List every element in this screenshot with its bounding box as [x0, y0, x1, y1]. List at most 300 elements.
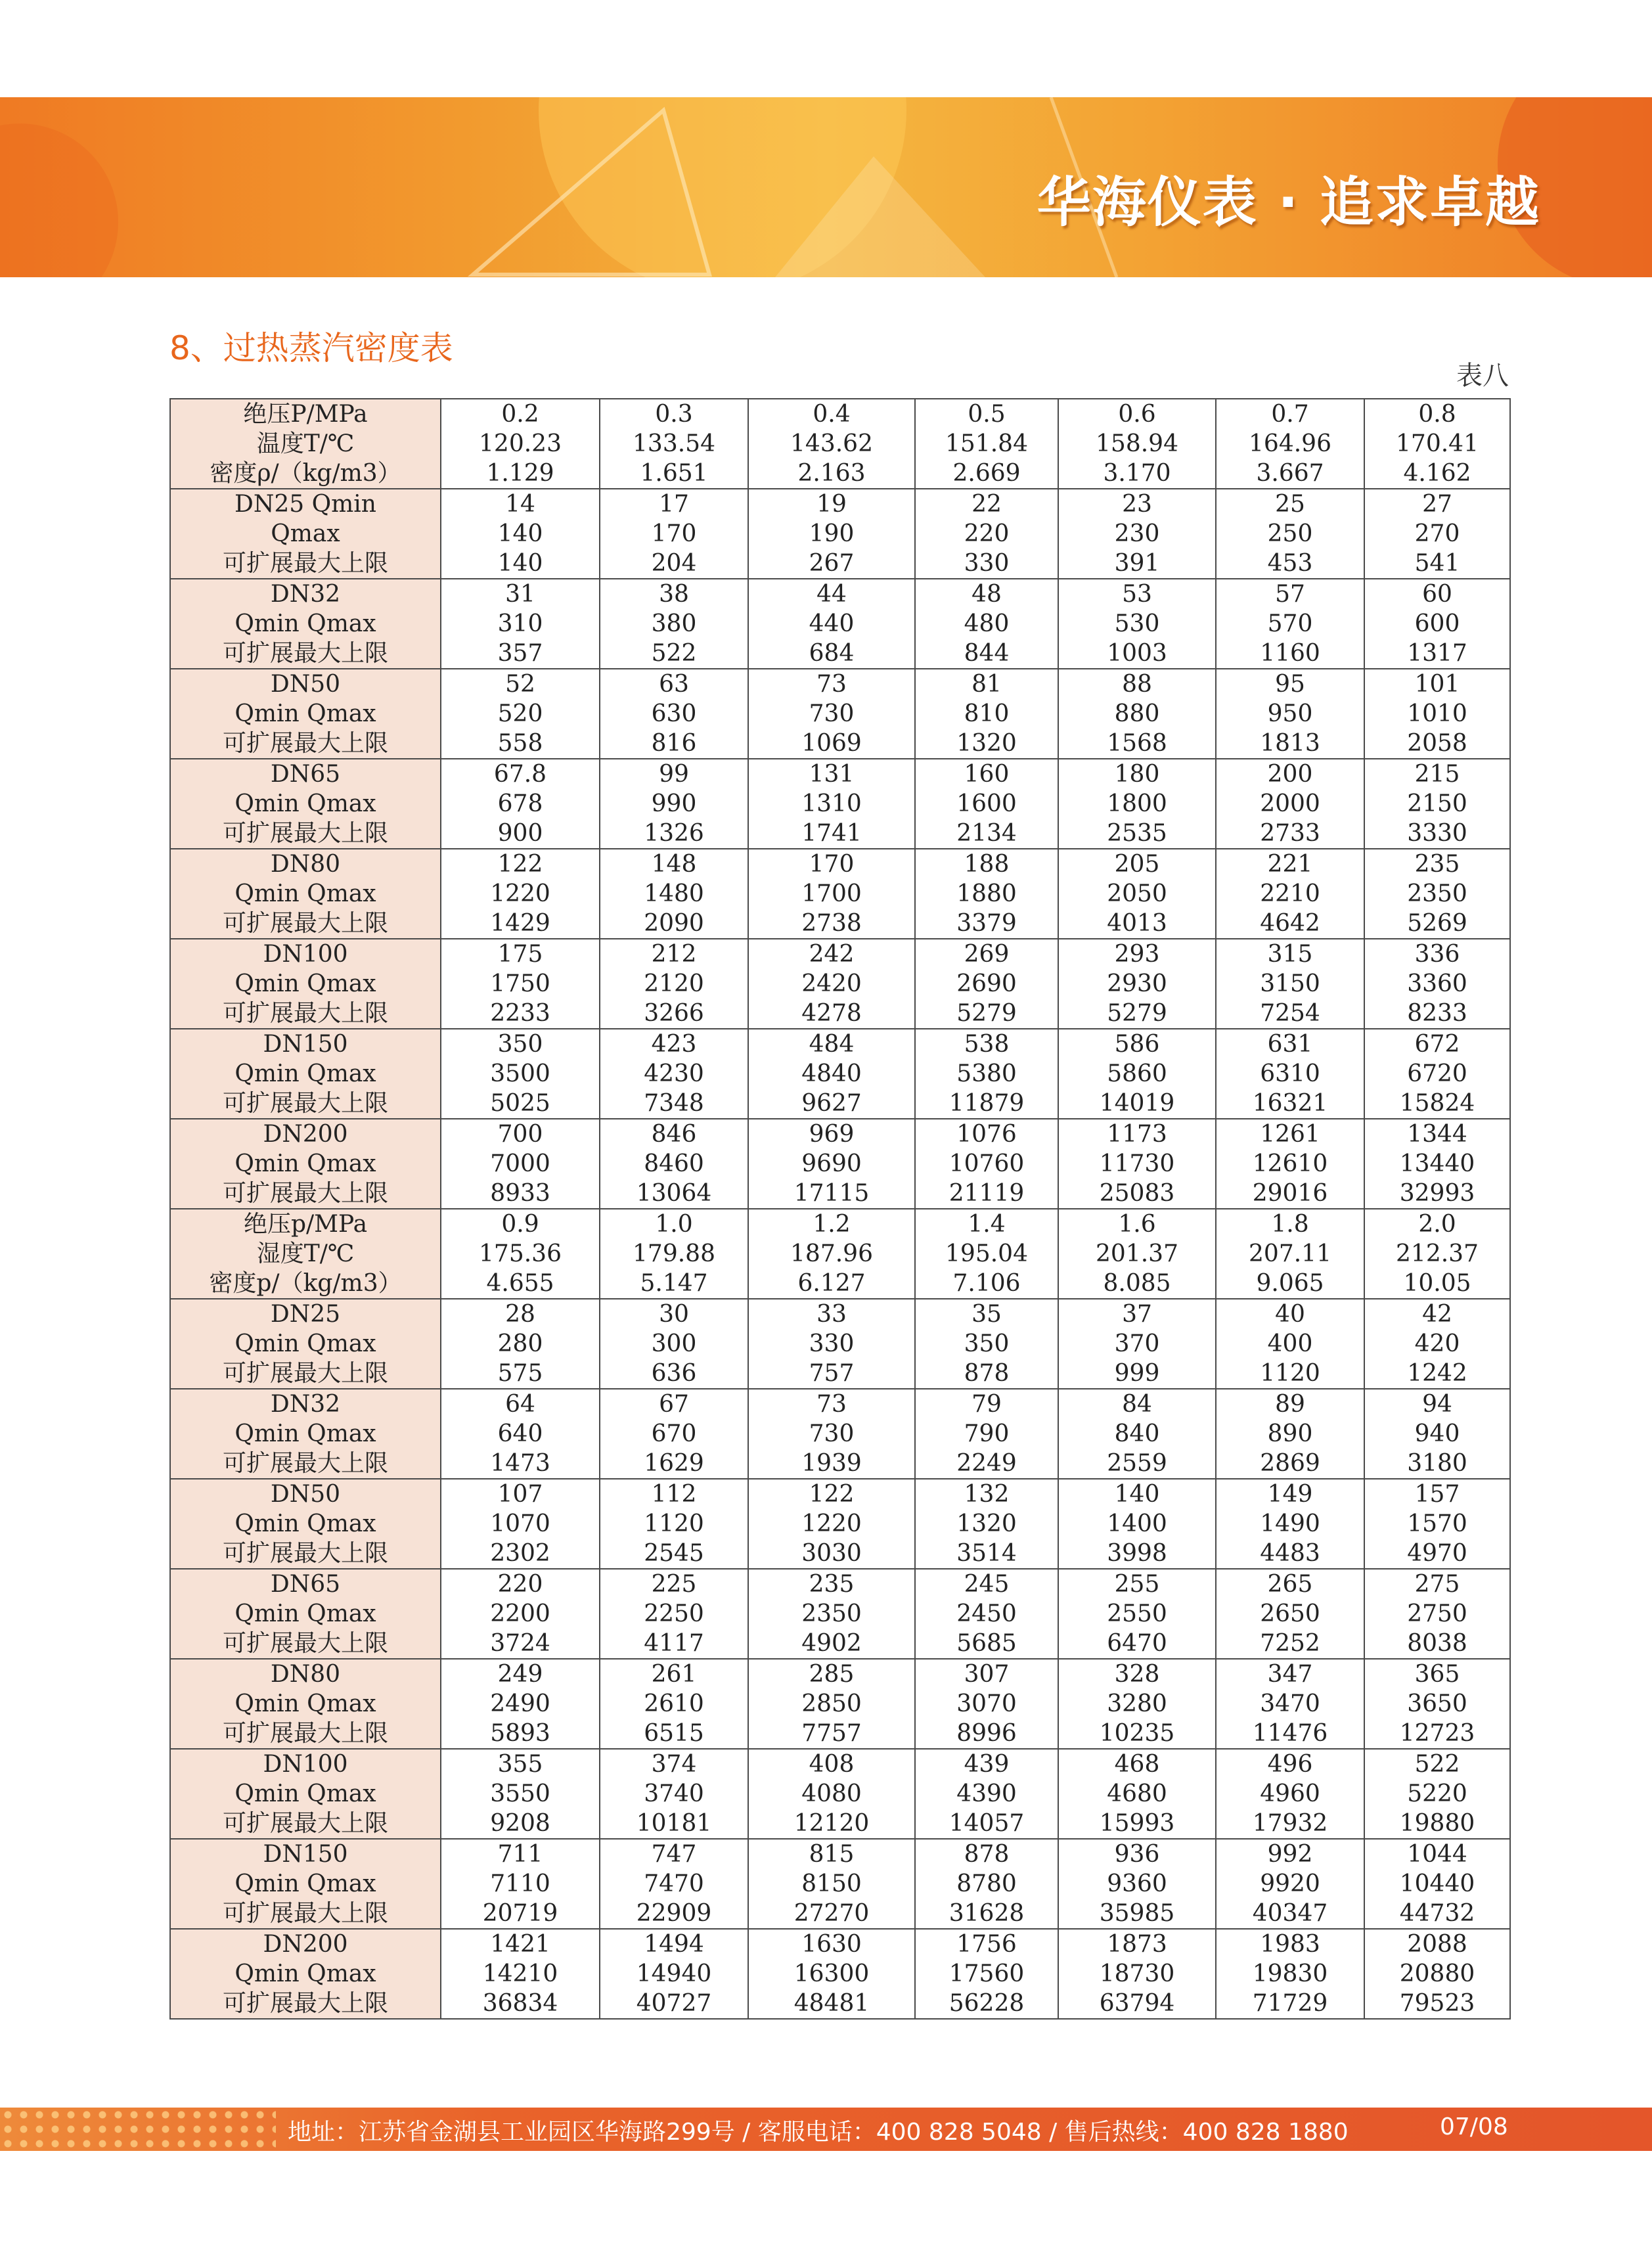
- cell-line: 522: [1414, 1751, 1460, 1778]
- cell-line: 4642: [1260, 910, 1320, 937]
- table-cell: [1216, 579, 1364, 669]
- table-cell: [748, 759, 915, 849]
- row-label-cell: [170, 1569, 441, 1659]
- cell-line: 10181: [636, 1810, 712, 1837]
- cell-line: 2000: [1260, 790, 1320, 817]
- cell-line: 16300: [793, 1960, 870, 1987]
- table-cell: [915, 489, 1058, 579]
- cell-line: 4390: [956, 1780, 1017, 1807]
- cell-line: 1010: [1407, 700, 1467, 727]
- cell-line: 1320: [956, 1510, 1017, 1537]
- table-cell: [441, 1029, 600, 1119]
- table-cell: [915, 579, 1058, 669]
- table-cell: [441, 1839, 600, 1929]
- cell-line: 1.2: [813, 1211, 851, 1238]
- cell-line: 408: [809, 1751, 855, 1778]
- cell-line: 14019: [1099, 1090, 1175, 1117]
- cell-line: DN50: [270, 1481, 341, 1508]
- cell-line: 19880: [1399, 1810, 1475, 1837]
- cell-line: DN150: [263, 1841, 348, 1868]
- table-cell: [441, 489, 600, 579]
- cell-line: 1629: [644, 1450, 704, 1477]
- table-cell: [600, 1479, 748, 1569]
- table-cell: [915, 1209, 1058, 1299]
- table-row: [170, 1929, 1510, 2019]
- table-cell: [1058, 1749, 1216, 1839]
- cell-line: 4013: [1107, 910, 1167, 937]
- cell-line: 170: [809, 851, 855, 878]
- cell-line: 280: [497, 1330, 543, 1357]
- cell-line: 600: [1414, 610, 1460, 637]
- cell-line: 380: [651, 610, 697, 637]
- cell-line: 1429: [490, 910, 550, 937]
- cell-line: 11476: [1252, 1720, 1328, 1747]
- cell-line: 357: [497, 640, 543, 667]
- table-cell: [1364, 579, 1510, 669]
- cell-line: 可扩展最大上限: [222, 730, 388, 757]
- cell-line: 18730: [1099, 1960, 1175, 1987]
- cell-line: Qmin Qmax: [234, 1330, 376, 1357]
- cell-line: 27270: [793, 1900, 870, 1927]
- cell-line: 36834: [482, 1990, 558, 2017]
- cell-line: 3500: [490, 1060, 550, 1087]
- table-cell: [441, 1479, 600, 1569]
- cell-line: 2650: [1260, 1600, 1320, 1627]
- table-cell: [1058, 489, 1216, 579]
- row-label-cell: [170, 849, 441, 939]
- cell-line: 8780: [956, 1870, 1017, 1897]
- cell-line: 12120: [793, 1810, 870, 1837]
- cell-line: 42: [1422, 1301, 1452, 1328]
- cell-line: 28: [505, 1301, 535, 1328]
- table-cell: [1364, 759, 1510, 849]
- table-cell: [1364, 1839, 1510, 1929]
- cell-line: 269: [964, 941, 1010, 968]
- cell-line: 242: [809, 941, 855, 968]
- cell-line: 3514: [956, 1540, 1017, 1567]
- cell-line: Qmin Qmax: [234, 880, 376, 907]
- cell-line: 7252: [1260, 1630, 1320, 1657]
- cell-line: 10760: [949, 1150, 1025, 1177]
- row-label-cell: [170, 1479, 441, 1569]
- cell-line: 7254: [1260, 1000, 1320, 1027]
- cell-line: 245: [964, 1571, 1010, 1598]
- cell-line: 175: [497, 941, 543, 968]
- cell-line: 2869: [1260, 1450, 1320, 1477]
- cell-line: 936: [1114, 1841, 1160, 1868]
- cell-line: 220: [964, 520, 1010, 547]
- cell-line: 522: [651, 640, 697, 667]
- cell-line: 370: [1114, 1330, 1160, 1357]
- cell-line: DN32: [270, 1391, 341, 1418]
- cell-line: 可扩展最大上限: [222, 1450, 388, 1477]
- cell-line: DN150: [263, 1031, 348, 1058]
- cell-line: 9.065: [1256, 1270, 1324, 1297]
- cell-line: 878: [964, 1360, 1010, 1387]
- table-cell: [1058, 1389, 1216, 1479]
- table-row: [170, 1569, 1510, 1659]
- cell-line: 可扩展最大上限: [222, 1360, 388, 1387]
- cell-line: 2200: [490, 1600, 550, 1627]
- cell-line: 3379: [956, 910, 1017, 937]
- row-label-cell: [170, 1749, 441, 1839]
- cell-line: 790: [964, 1420, 1010, 1447]
- cell-line: 541: [1414, 550, 1460, 577]
- cell-line: 575: [497, 1360, 543, 1387]
- cell-line: 195.04: [945, 1240, 1028, 1267]
- cell-line: 1983: [1260, 1931, 1320, 1958]
- cell-line: 747: [651, 1841, 697, 1868]
- cell-line: 2.163: [797, 460, 866, 487]
- cell-line: 1570: [1407, 1510, 1467, 1537]
- cell-line: 67.8: [493, 761, 547, 788]
- cell-line: 5269: [1407, 910, 1467, 937]
- table-cell: [1058, 399, 1216, 489]
- cell-line: 60: [1422, 581, 1452, 608]
- cell-line: 2559: [1107, 1450, 1167, 1477]
- cell-line: 9360: [1107, 1870, 1167, 1897]
- cell-line: 绝压P/MPa: [243, 401, 368, 428]
- table-cell: [441, 1659, 600, 1749]
- table-cell: [748, 849, 915, 939]
- cell-line: 1873: [1107, 1931, 1167, 1958]
- cell-line: 22909: [636, 1900, 712, 1927]
- table-cell: [1364, 1389, 1510, 1479]
- cell-line: 1320: [956, 730, 1017, 757]
- table-cell: [748, 1479, 915, 1569]
- cell-line: 538: [964, 1031, 1010, 1058]
- table-cell: [1364, 399, 1510, 489]
- cell-line: 3998: [1107, 1540, 1167, 1567]
- cell-line: 38: [659, 581, 689, 608]
- table-cell: [748, 939, 915, 1029]
- cell-line: 5380: [956, 1060, 1017, 1087]
- cell-line: 440: [809, 610, 855, 637]
- cell-line: 1044: [1407, 1841, 1467, 1868]
- cell-line: 0.6: [1118, 401, 1156, 428]
- cell-line: 3360: [1407, 970, 1467, 997]
- cell-line: 101: [1414, 671, 1460, 698]
- table-cell: [1058, 579, 1216, 669]
- cell-line: 1600: [956, 790, 1017, 817]
- cell-line: Qmin Qmax: [234, 700, 376, 727]
- cell-line: 73: [816, 671, 847, 698]
- cell-line: 151.84: [945, 430, 1028, 457]
- cell-line: 3070: [956, 1690, 1017, 1717]
- cell-line: 1473: [490, 1450, 550, 1477]
- cell-line: 1344: [1407, 1121, 1467, 1148]
- table-cell: [441, 579, 600, 669]
- cell-line: 757: [809, 1360, 855, 1387]
- table-cell: [915, 1839, 1058, 1929]
- cell-line: 640: [497, 1420, 543, 1447]
- cell-line: 2088: [1407, 1931, 1467, 1958]
- table-cell: [915, 1929, 1058, 2019]
- cell-line: 0.2: [501, 401, 539, 428]
- cell-line: 8933: [490, 1180, 550, 1207]
- cell-line: 22: [971, 491, 1002, 518]
- cell-line: 1326: [644, 820, 704, 847]
- cell-line: Qmin Qmax: [234, 1510, 376, 1537]
- table-cell: [748, 399, 915, 489]
- table-cell: [915, 849, 1058, 939]
- table-cell: [915, 759, 1058, 849]
- table-cell: [915, 1029, 1058, 1119]
- table-cell: [600, 1119, 748, 1209]
- table-cell: [748, 579, 915, 669]
- cell-line: 89: [1275, 1391, 1305, 1418]
- cell-line: 2545: [644, 1540, 704, 1567]
- cell-line: 10440: [1399, 1870, 1475, 1897]
- cell-line: 0.9: [501, 1211, 539, 1238]
- table-cell: [441, 1389, 600, 1479]
- cell-line: 99: [659, 761, 689, 788]
- cell-line: 94: [1422, 1391, 1452, 1418]
- cell-line: 1700: [801, 880, 862, 907]
- table-row: [170, 759, 1510, 849]
- cell-line: 122: [809, 1481, 855, 1508]
- cell-line: 132: [964, 1481, 1010, 1508]
- cell-line: 1220: [490, 880, 550, 907]
- cell-line: 730: [809, 1420, 855, 1447]
- cell-line: 439: [964, 1751, 1010, 1778]
- cell-line: 可扩展最大上限: [222, 1540, 388, 1567]
- cell-line: 558: [497, 730, 543, 757]
- table-cell: [748, 1659, 915, 1749]
- cell-line: 可扩展最大上限: [222, 1990, 388, 2017]
- table-cell: [1216, 1659, 1364, 1749]
- cell-line: 2850: [801, 1690, 862, 1717]
- cell-line: 44732: [1399, 1900, 1475, 1927]
- cell-line: 200: [1267, 761, 1313, 788]
- cell-line: 9627: [801, 1090, 862, 1117]
- table-cell: [1216, 1209, 1364, 1299]
- cell-line: 670: [651, 1420, 697, 1447]
- cell-line: 330: [964, 550, 1010, 577]
- cell-line: 730: [809, 700, 855, 727]
- cell-line: 2350: [801, 1600, 862, 1627]
- table-row: [170, 1839, 1510, 1929]
- cell-line: 7110: [490, 1870, 550, 1897]
- cell-line: Qmax: [271, 520, 340, 547]
- table-cell: [915, 1119, 1058, 1209]
- cell-line: 4902: [801, 1630, 862, 1657]
- cell-line: 20880: [1399, 1960, 1475, 1987]
- cell-line: 2150: [1407, 790, 1467, 817]
- cell-line: 235: [809, 1571, 855, 1598]
- cell-line: 3.667: [1256, 460, 1324, 487]
- cell-line: 164.96: [1249, 430, 1331, 457]
- cell-line: 878: [964, 1841, 1010, 1868]
- cell-line: 63794: [1099, 1990, 1175, 2017]
- cell-line: 1800: [1107, 790, 1167, 817]
- table-cell: [1058, 849, 1216, 939]
- cell-line: 可扩展最大上限: [222, 1180, 388, 1207]
- table-cell: [1364, 1119, 1510, 1209]
- cell-line: 可扩展最大上限: [222, 820, 388, 847]
- cell-line: 湿度T/℃: [256, 1240, 355, 1267]
- table-cell: [1216, 1389, 1364, 1479]
- cell-line: DN65: [270, 761, 341, 788]
- cell-line: 815: [809, 1841, 855, 1868]
- cell-line: 530: [1114, 610, 1160, 637]
- cell-line: 绝压p/MPa: [243, 1211, 368, 1238]
- cell-line: 992: [1267, 1841, 1313, 1868]
- table-cell: [748, 669, 915, 759]
- cell-line: 112: [651, 1481, 697, 1508]
- row-label-cell: [170, 939, 441, 1029]
- cell-line: 107: [497, 1481, 543, 1508]
- cell-line: DN80: [270, 851, 341, 878]
- cell-line: 1242: [1407, 1360, 1467, 1387]
- cell-line: 2050: [1107, 880, 1167, 907]
- cell-line: Qmin Qmax: [234, 1870, 376, 1897]
- cell-line: 2535: [1107, 820, 1167, 847]
- cell-line: 148: [651, 851, 697, 878]
- cell-line: 1813: [1260, 730, 1320, 757]
- cell-line: 30: [659, 1301, 689, 1328]
- cell-line: 2210: [1260, 880, 1320, 907]
- cell-line: 14: [505, 491, 535, 518]
- cell-line: Qmin Qmax: [234, 1420, 376, 1447]
- row-label-cell: [170, 1929, 441, 2019]
- table-cell: [1364, 939, 1510, 1029]
- table-cell: [748, 1839, 915, 1929]
- cell-line: 700: [497, 1121, 543, 1148]
- table-cell: [1216, 399, 1364, 489]
- row-label-cell: [170, 1119, 441, 1209]
- table-cell: [1058, 1479, 1216, 1569]
- cell-line: 27: [1422, 491, 1452, 518]
- cell-line: 846: [651, 1121, 697, 1148]
- table-cell: [1364, 1659, 1510, 1749]
- cell-line: 0.5: [968, 401, 1006, 428]
- table-row: [170, 1209, 1510, 1299]
- cell-line: 35: [971, 1301, 1002, 1328]
- cell-line: 205: [1114, 851, 1160, 878]
- table-cell: [748, 1209, 915, 1299]
- cell-line: 88: [1122, 671, 1152, 698]
- cell-line: 844: [964, 640, 1010, 667]
- cell-line: 1003: [1107, 640, 1167, 667]
- cell-line: 44: [816, 581, 847, 608]
- cell-line: 400: [1267, 1330, 1313, 1357]
- cell-line: 480: [964, 610, 1010, 637]
- cell-line: 4278: [801, 1000, 862, 1027]
- cell-line: DN100: [263, 941, 348, 968]
- cell-line: 0.3: [655, 401, 693, 428]
- cell-line: 29016: [1252, 1180, 1328, 1207]
- superheated-steam-density-table: [169, 398, 1511, 2020]
- cell-line: 3470: [1260, 1690, 1320, 1717]
- table-cell: [600, 489, 748, 579]
- cell-line: 73: [816, 1391, 847, 1418]
- table-cell: [441, 399, 600, 489]
- table-cell: [600, 849, 748, 939]
- cell-line: 2134: [956, 820, 1017, 847]
- cell-line: 9208: [490, 1810, 550, 1837]
- table-cell: [441, 1299, 600, 1389]
- cell-line: 122: [497, 851, 543, 878]
- row-label-cell: [170, 579, 441, 669]
- cell-line: Qmin Qmax: [234, 1690, 376, 1717]
- cell-line: 3150: [1260, 970, 1320, 997]
- cell-line: 120.23: [479, 430, 562, 457]
- cell-line: 1490: [1260, 1510, 1320, 1537]
- cell-line: 12723: [1399, 1720, 1475, 1747]
- cell-line: 56228: [949, 1990, 1025, 2017]
- table-cell: [600, 579, 748, 669]
- table-cell: [748, 1569, 915, 1659]
- cell-line: 890: [1267, 1420, 1313, 1447]
- table-cell: [600, 399, 748, 489]
- cell-line: 1.4: [968, 1211, 1006, 1238]
- table-row: [170, 1389, 1510, 1479]
- cell-line: Qmin Qmax: [234, 970, 376, 997]
- cell-line: 1.651: [640, 460, 708, 487]
- cell-line: 11730: [1099, 1150, 1175, 1177]
- cell-line: 95: [1275, 671, 1305, 698]
- cell-line: 175.36: [479, 1240, 562, 1267]
- cell-line: 3266: [644, 1000, 704, 1027]
- table-cell: [600, 1299, 748, 1389]
- cell-line: 4680: [1107, 1780, 1167, 1807]
- cell-line: 17: [659, 491, 689, 518]
- cell-line: 207.11: [1249, 1240, 1331, 1267]
- table-cell: [748, 1749, 915, 1839]
- cell-line: 631: [1267, 1031, 1313, 1058]
- table-cell: [748, 1029, 915, 1119]
- page-number: 07/08: [1440, 2113, 1508, 2140]
- cell-line: 14940: [636, 1960, 712, 1987]
- cell-line: 35985: [1099, 1900, 1175, 1927]
- cell-line: 300: [651, 1330, 697, 1357]
- cell-line: 900: [497, 820, 543, 847]
- cell-line: 1939: [801, 1450, 862, 1477]
- cell-line: 6515: [644, 1720, 704, 1747]
- cell-line: 1.8: [1271, 1211, 1309, 1238]
- cell-line: 1069: [801, 730, 862, 757]
- slogan: 华海仪表 · 追求卓越: [1037, 171, 1540, 234]
- table-cell: [915, 1479, 1058, 1569]
- cell-line: 350: [964, 1330, 1010, 1357]
- cell-line: 391: [1114, 550, 1160, 577]
- cell-line: 4960: [1260, 1780, 1320, 1807]
- cell-line: 190: [809, 520, 855, 547]
- cell-line: 23: [1122, 491, 1152, 518]
- table-cell: [1216, 1569, 1364, 1659]
- table-row: [170, 849, 1510, 939]
- cell-line: 可扩展最大上限: [222, 550, 388, 577]
- table-cell: [1216, 1119, 1364, 1209]
- table-cell: [1058, 669, 1216, 759]
- table-cell: [1364, 1299, 1510, 1389]
- table-cell: [748, 1389, 915, 1479]
- table-cell: [441, 669, 600, 759]
- cell-line: 969: [809, 1121, 855, 1148]
- table-cell: [1364, 1479, 1510, 1569]
- cell-line: 2550: [1107, 1600, 1167, 1627]
- table-row: [170, 1749, 1510, 1839]
- table-cell: [1058, 759, 1216, 849]
- cell-line: 57: [1275, 581, 1305, 608]
- cell-line: 310: [497, 610, 543, 637]
- cell-line: 14057: [949, 1810, 1025, 1837]
- cell-line: 3650: [1407, 1690, 1467, 1717]
- cell-line: 250: [1267, 520, 1313, 547]
- cell-line: 5860: [1107, 1060, 1167, 1087]
- cell-line: 270: [1414, 520, 1460, 547]
